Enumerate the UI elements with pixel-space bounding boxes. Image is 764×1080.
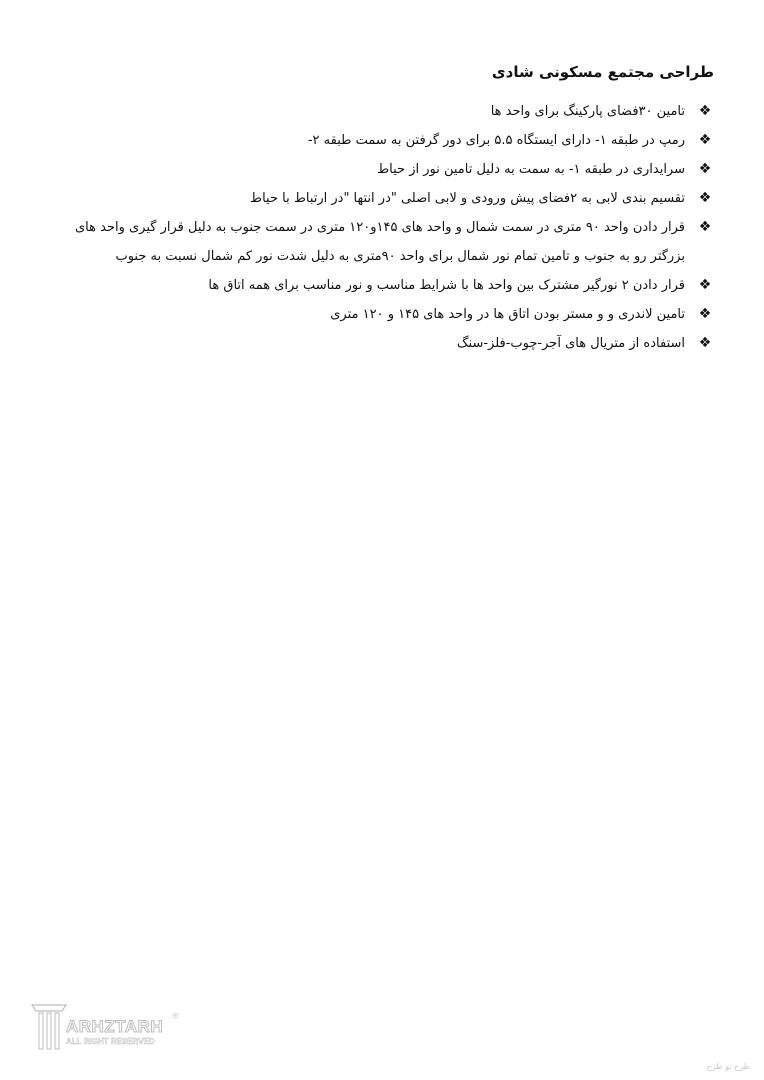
list-item	[64, 126, 714, 155]
list-item-text: قرار دادن واحد ۹۰ متری در سمت شمال و واحد های ۱۴۵و۱۲۰ متری در سمت جنوب به دلیل قرار گیری واحد های بزرگتر رو به جنوب و تامین تمام نور شمال برای واحد ۹۰متری به دلیل شدت نور کم شمال نسبت به جنوب	[75, 220, 685, 264]
list-item	[64, 329, 714, 358]
list-item-text: استفاده از متریال های آجر-چوب-فلز-سنگ	[456, 336, 685, 351]
bullet-icon: ❖	[698, 103, 712, 119]
bullet-icon: ❖	[698, 190, 712, 206]
list-item	[64, 271, 714, 300]
bullet-icon: ❖	[698, 132, 712, 148]
document-title: طراحی مجتمع مسکونی شادی	[491, 63, 714, 81]
list-item	[64, 213, 714, 271]
feature-list	[64, 97, 714, 358]
corner-watermark: طرح تو طرح	[706, 1062, 750, 1071]
watermark	[30, 1001, 180, 1053]
list-item	[64, 184, 714, 213]
bullet-icon: ❖	[698, 219, 712, 235]
pillar-logo-icon	[30, 1001, 68, 1053]
bullet-icon: ❖	[698, 277, 712, 293]
list-item-text: رمپ در طبقه ۱- دارای ایستگاه ۵.۵ برای دور گرفتن به سمت طبقه ۲-	[307, 133, 685, 148]
list-item-text: تامین ۳۰فضای پارکینگ برای واحد ها	[490, 104, 685, 119]
list-item-text: قرار دادن ۲ نورگیر مشترک بین واحد ها با شرایط مناسب و نور مناسب برای همه اتاق ها	[208, 278, 685, 293]
list-item	[64, 155, 714, 184]
bullet-icon: ❖	[698, 306, 712, 322]
list-item	[64, 300, 714, 329]
registered-mark: ®	[172, 1011, 179, 1021]
watermark-tagline: ALL RIGHT RESERVED	[66, 1037, 155, 1046]
list-item-text: تامین لاندری و و مستر بودن اتاق ها در واحد های ۱۴۵ و ۱۲۰ متری	[330, 307, 685, 322]
list-item	[64, 97, 714, 126]
list-item-text: سرایداری در طبقه ۱- به سمت به دلیل تامین نور از حیاط	[377, 162, 685, 177]
watermark-brand: ARHZTARH	[66, 1017, 164, 1036]
bullet-icon: ❖	[698, 335, 712, 351]
bullet-icon: ❖	[698, 161, 712, 177]
list-item-text: تقسیم بندی لابی به ۲فضای پیش ورودی و لابی اصلی "در انتها "در ارتباط با حیاط	[250, 191, 685, 206]
